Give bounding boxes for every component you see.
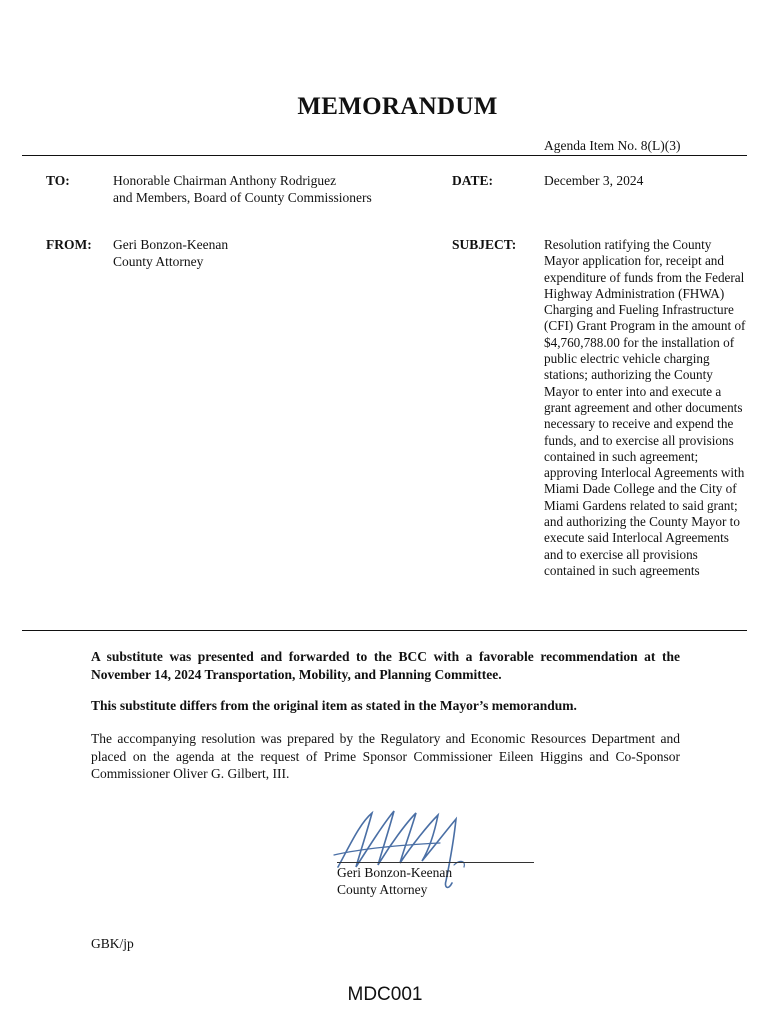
- substitute-paragraph: A substitute was presented and forwarded to the BCC with a favorable recommendation at the November 14, 2024 Transportation, Mobility, and Planning Committee.: [91, 649, 680, 682]
- to-recipients: [113, 173, 372, 206]
- from-line-1: Geri Bonzon-Keenan: [113, 237, 229, 252]
- to-line-1: Honorable Chairman Anthony Rodriguez: [113, 173, 337, 188]
- typist-initials: GBK/jp: [91, 936, 134, 951]
- date-label: DATE:: [452, 173, 494, 188]
- resolution-paragraph: The accompanying resolution was prepared by the Regulatory and Economic Resources Department and placed on the agenda at the request of Prime Sponsor Commissioner Eileen Higgins and Co-Sponsor Commissioner Oliver G. Gilbert, III.: [91, 731, 680, 781]
- signature-name: Geri Bonzon-Keenan: [337, 865, 453, 880]
- subject-text: Resolution ratifying the County Mayor application for, receipt and expenditure of funds from the Federal Highway Administration (FHWA) Charging and Fueling Infrastructure (CFI) Grant Program in the amount of $4,760,788.00 for the installation of public electric vehicle charging stations; authorizing the County Mayor to enter into and execute a grant agreement and other documents necessary to receive and expend the funds, and to exercise all provisions contained in such agreement; approving Interlocal Agreements with Miami Dade College and the City of Miami Gardens related to said grant; and authorizing the County Mayor to execute said Interlocal Agreements and to exercise all provisions contained in such agreements: [544, 237, 746, 578]
- document-code: MDC001: [347, 984, 423, 1005]
- memo-title: MEMORANDUM: [297, 93, 498, 120]
- from-sender: [113, 237, 228, 270]
- signature-line: [337, 862, 534, 863]
- header-rule-top: [22, 155, 747, 156]
- agenda-item-number: Agenda Item No. 8(L)(3): [544, 138, 681, 153]
- date-value: December 3, 2024: [544, 173, 644, 188]
- signature-title: County Attorney: [337, 881, 428, 897]
- from-label: FROM:: [46, 237, 92, 252]
- subject-label: SUBJECT:: [452, 237, 517, 252]
- to-line-2: and Members, Board of County Commissioners: [113, 189, 372, 205]
- to-label: TO:: [46, 173, 70, 188]
- signature-block: [337, 865, 452, 898]
- differs-paragraph: This substitute differs from the original item as stated in the Mayor’s memorandum.: [91, 698, 577, 713]
- header-rule-bottom: [22, 630, 747, 631]
- from-line-2: County Attorney: [113, 253, 204, 269]
